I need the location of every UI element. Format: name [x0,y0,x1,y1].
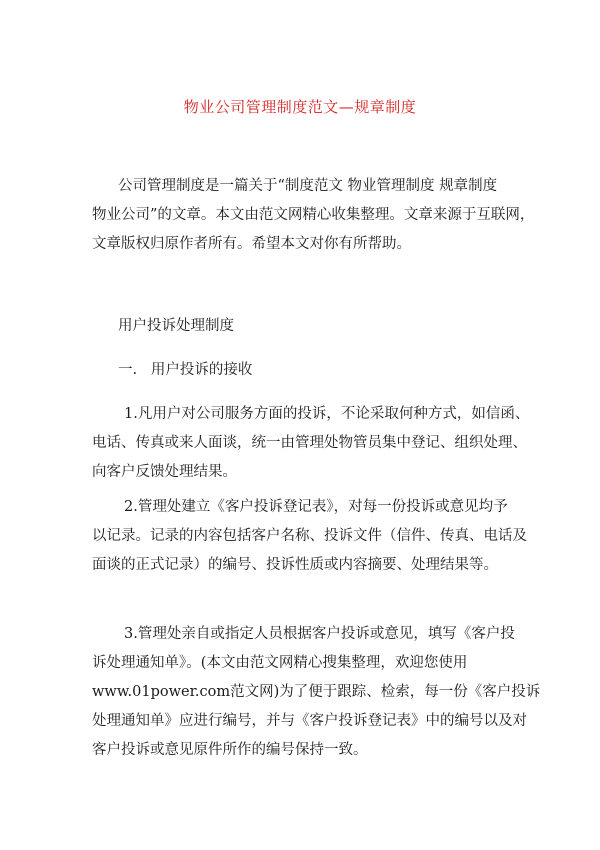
item-2-line: 2.管理处建立《客户投诉登记表》，对每一份投诉或意见均予 [124,499,508,515]
section-title: 用户投诉处理制度 [118,318,234,334]
item-3-line: 处理通知单》应进行编号，并与《客户投诉登记表》中的编号以及对 [92,713,527,729]
item-1-line: 向客户反馈处理结果。 [92,464,237,480]
section-heading-block [92,312,522,341]
intro-line: 物业公司”的文章。本文由范文网精心收集整理。文章来源于互联网， [92,207,535,223]
subsection-title: 一. 用户投诉的接收 [118,362,253,378]
subsection-heading-block [92,356,522,385]
intro-paragraph [92,172,535,259]
document-title: 物业公司管理制度范文—规章制度 [183,98,417,116]
item-2-line: 面谈的正式记录）的编号、投诉性质或内容摘要、处理结果等。 [92,557,498,573]
item-3-line: 诉处理通知单》。(本文由范文网精心搜集整理，欢迎您使用 [92,655,468,671]
intro-line: 文章版权归原作者所有。希望本文对你有所帮助。 [92,236,411,252]
item-2-line: 以记录。记录的内容包括客户名称、投诉文件（信件、传真、电话及 [92,528,527,544]
item-3-line: 客户投诉或意见原件所作的编号保持一致。 [92,742,368,758]
item-1-line: 1.凡用户对公司服务方面的投诉，不论采取何种方式，如信函、 [124,406,530,422]
item-3-line: www.01power.com范文网)为了便于跟踪、检索，每一份《客户投诉 [92,684,541,700]
item-3-line: 3.管理处亲自或指定人员根据客户投诉或意见，填写《客户投 [124,626,515,642]
item-2-paragraph [92,493,527,580]
item-1-paragraph [92,400,530,487]
item-3-paragraph [92,620,541,765]
intro-line: 公司管理制度是一篇关于“制度范文 物业管理制度 规章制度 [118,178,498,194]
item-1-line: 电话、传真或来人面谈，统一由管理处物管员集中登记、组织处理、 [92,435,527,451]
